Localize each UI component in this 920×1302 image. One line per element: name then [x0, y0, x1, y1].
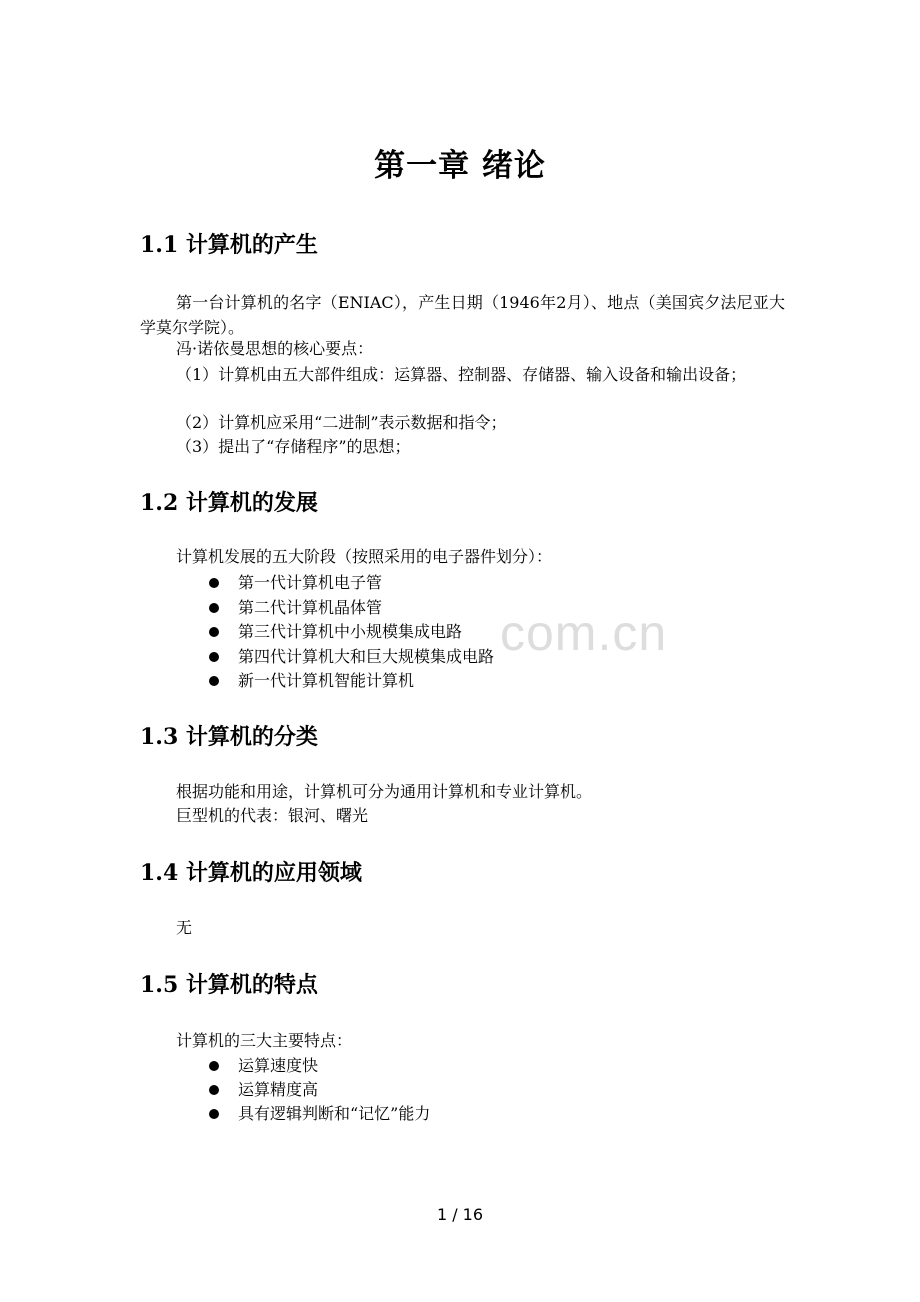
section-heading-1-1: 1.1 计算机的产生	[140, 232, 318, 258]
bullet-icon	[209, 1061, 219, 1071]
section-heading-1-3: 1.3 计算机的分类	[140, 724, 318, 750]
bullet-icon	[209, 1109, 219, 1119]
von-neumann-intro: 冯·诺依曼思想的核心要点：	[176, 339, 374, 358]
list-item	[209, 1103, 430, 1125]
bullet-icon	[209, 1085, 219, 1095]
classification-text: 根据功能和用途，计算机可分为通用计算机和专业计算机。	[176, 782, 593, 801]
list-item	[209, 572, 382, 594]
application-text: 无	[176, 918, 193, 937]
list-item	[209, 621, 462, 643]
bullet-icon	[209, 627, 219, 637]
development-intro: 计算机发展的五大阶段（按照采用的电子器件划分）：	[176, 547, 553, 566]
list-item	[209, 646, 494, 668]
list-item-text: 具有逻辑判断和“记忆”能力	[238, 1104, 431, 1123]
list-item-text: 第一代计算机电子管	[238, 573, 383, 592]
supercomputer-text: 巨型机的代表：银河、曙光	[176, 806, 369, 825]
watermark: com.cn	[500, 605, 668, 661]
list-item-text: 第四代计算机大和巨大规模集成电路	[238, 647, 495, 666]
list-item	[209, 1055, 318, 1077]
von-neumann-point-3: （3）提出了“存储程序”的思想；	[176, 437, 411, 456]
bullet-icon	[209, 603, 219, 613]
features-intro: 计算机的三大主要特点：	[176, 1031, 353, 1050]
list-item-text: 运算速度快	[238, 1056, 319, 1075]
page-number: 1 / 16	[436, 1205, 484, 1224]
bullet-icon	[209, 676, 219, 686]
list-item-text: 第三代计算机中小规模集成电路	[238, 622, 463, 641]
list-item	[209, 1079, 318, 1101]
section-heading-1-5: 1.5 计算机的特点	[140, 972, 318, 998]
von-neumann-point-1: （1）计算机由五大部件组成：运算器、控制器、存储器、输入设备和输出设备；	[176, 365, 747, 384]
bullet-icon	[209, 652, 219, 662]
list-item	[209, 670, 414, 692]
list-item	[209, 597, 382, 619]
chapter-title: 第一章 绪论	[374, 148, 546, 184]
list-item-text: 新一代计算机智能计算机	[238, 671, 415, 690]
section-heading-1-2: 1.2 计算机的发展	[140, 490, 318, 516]
list-item-text: 运算精度高	[238, 1080, 319, 1099]
eniac-paragraph: 第一台计算机的名字（ENIAC），产生日期（1946年2月）、地点（美国宾夕法尼亚大学莫尔学院）。	[140, 293, 785, 337]
von-neumann-point-2: （2）计算机应采用“二进制”表示数据和指令；	[176, 413, 507, 432]
bullet-icon	[209, 578, 219, 588]
list-item-text: 第二代计算机晶体管	[238, 598, 383, 617]
section-heading-1-4: 1.4 计算机的应用领域	[140, 860, 362, 886]
